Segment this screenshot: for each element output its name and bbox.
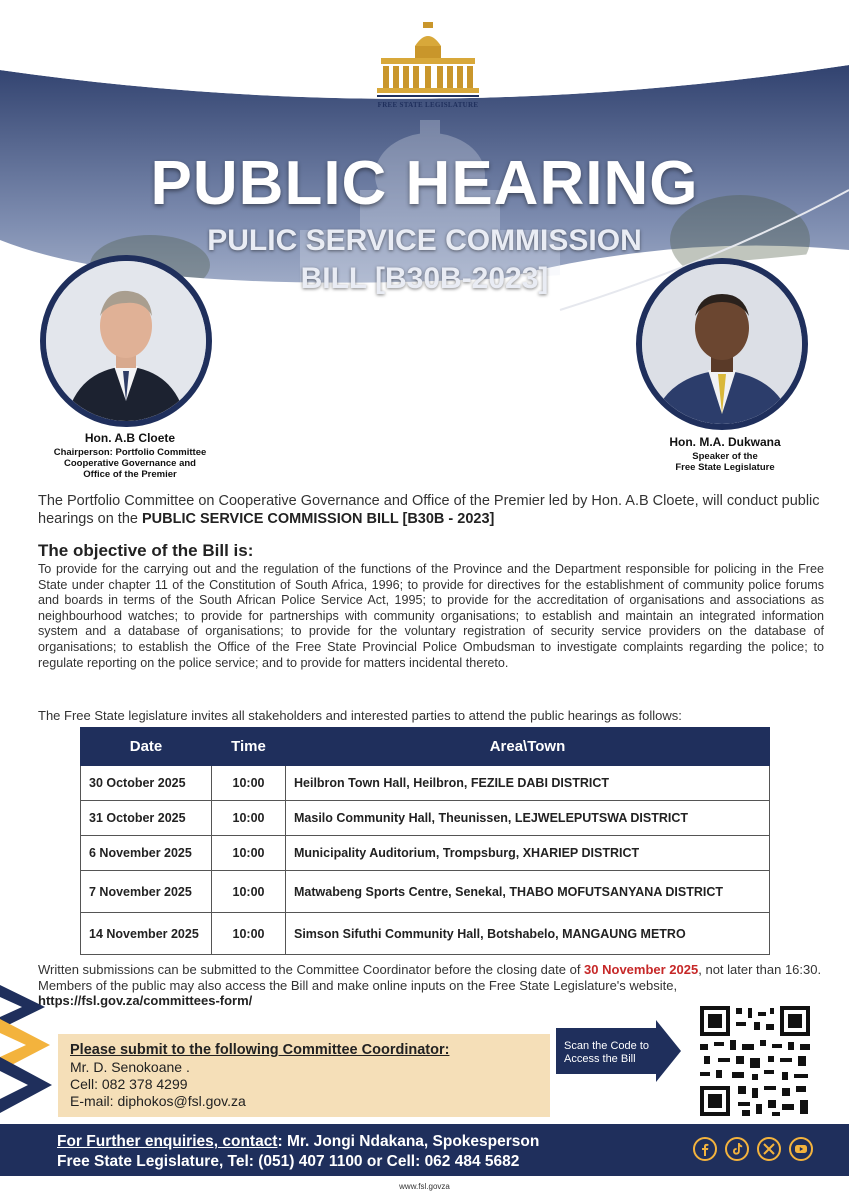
person-role: Office of the Premier xyxy=(83,468,177,480)
hearing-schedule-table xyxy=(80,727,770,955)
objective-body: To provide for the carrying out and the regulation of the functions of the Province and the Department responsible for policing in the Free State under chapter 11 of the Constitution of South Africa, 1996; to provide for directives for the establishment of community police forums and boards in terms of the South African Police Service Act, 1995; to provide for the accreditation of organisations and associations as neighbourhood watches; to provide for partnerships with community organisations; to establish and maintain an integrated information system and a database of organisations; to provide for the voluntary registration of security service providers on the database of organisations; to establish the Office of the Free State Provincial Police Ombudsman to investigate complaints regarding the police; to regulate reporting on the police service; and to provide for matters incidental thereto. xyxy=(38,562,824,670)
cell-time: 10:00 xyxy=(212,913,286,955)
facebook-icon[interactable] xyxy=(693,1137,717,1161)
coordinator-cell: Cell: 082 378 4299 xyxy=(70,1076,188,1093)
column-header-area: Area\Town xyxy=(286,728,770,766)
person-name: Hon. M.A. Dukwana xyxy=(669,435,781,449)
footer-contact-line xyxy=(57,1133,539,1151)
caption-dukwana xyxy=(640,436,810,474)
person-role: Chairperson: Portfolio Committee xyxy=(53,446,207,458)
footer-spokesperson: : Mr. Jongi Ndakana, Spokesperson xyxy=(277,1133,540,1150)
invite-text: The Free State legislature invites all stakeholders and interested parties to attend the public hearings as follows: xyxy=(38,708,682,723)
footer-phone-line: Free State Legislature, Tel: (051) 407 1100 or Cell: 062 484 5682 xyxy=(57,1153,520,1170)
footer-label: For Further enquiries, contact xyxy=(57,1133,278,1150)
legislature-logo xyxy=(368,20,488,114)
column-header-date: Date xyxy=(81,728,212,766)
scan-code-text xyxy=(564,1040,664,1065)
table-row xyxy=(81,801,770,836)
footer-bar xyxy=(0,1124,849,1176)
cell-area: Heilbron Town Hall, Heilbron, FEZILE DABI DISTRICT xyxy=(286,766,770,801)
website-url[interactable]: www.fsl.govza xyxy=(399,1182,450,1191)
intro-paragraph xyxy=(38,492,824,528)
table-row xyxy=(81,836,770,871)
column-header-time: Time xyxy=(212,728,286,766)
cell-date: 14 November 2025 xyxy=(81,913,212,955)
bill-title-line2: BILL [B30B-2023] xyxy=(300,262,549,295)
portrait-cloete xyxy=(40,255,212,427)
legislature-building-icon xyxy=(373,20,483,100)
table-row xyxy=(81,913,770,955)
table-header-row xyxy=(81,728,770,766)
scan-text-line: Scan the Code to xyxy=(564,1040,650,1052)
cell-area: Matwabeng Sports Centre, Senekal, THABO MOFUTSANYANA DISTRICT xyxy=(286,871,770,913)
x-icon[interactable] xyxy=(757,1137,781,1161)
cell-area: Simson Sifuthi Community Hall, Botshabelo, MANGAUNG METRO xyxy=(286,913,770,955)
coordinator-box xyxy=(58,1034,550,1117)
cell-time: 10:00 xyxy=(212,871,286,913)
committees-form-link[interactable]: https://fsl.gov.za/committees-form/ xyxy=(38,993,253,1009)
intro-text: The Portfolio Committee on Cooperative Governance and Office of the Premier led by Hon. A.B Cloete, will conduct public hearings on the xyxy=(38,493,820,528)
cell-area: Masilo Community Hall, Theunissen, LEJWELEPUTSWA DISTRICT xyxy=(286,801,770,836)
closing-date: 30 November 2025 xyxy=(584,962,699,977)
bill-title-line1: PULIC SERVICE COMMISSION xyxy=(207,224,642,257)
qr-code[interactable] xyxy=(690,1000,820,1122)
cell-date: 31 October 2025 xyxy=(81,801,212,836)
person-name: Hon. A.B Cloete xyxy=(84,431,176,445)
caption-cloete xyxy=(40,432,220,481)
objective-heading: The objective of the Bill is: xyxy=(38,541,254,560)
coordinator-email[interactable]: E-mail: diphokos@fsl.gov.za xyxy=(70,1092,246,1109)
person-role: Speaker of the xyxy=(692,450,758,462)
cell-time: 10:00 xyxy=(212,801,286,836)
decorative-chevrons xyxy=(0,985,55,1120)
written-text: Written submissions can be submitted to the Committee Coordinator before the closing date of xyxy=(38,962,585,977)
cell-date: 6 November 2025 xyxy=(81,836,212,871)
person-role: Free State Legislature xyxy=(675,461,775,473)
coordinator-heading: Please submit to the following Committee Coordinator: xyxy=(70,1042,450,1058)
table-row xyxy=(81,871,770,913)
cell-date: 30 October 2025 xyxy=(81,766,212,801)
cell-time: 10:00 xyxy=(212,766,286,801)
coordinator-name: Mr. D. Senokoane . xyxy=(70,1059,190,1076)
cell-area: Municipality Auditorium, Trompsburg, XHARIEP DISTRICT xyxy=(286,836,770,871)
logo-text: FREE STATE LEGISLATURE xyxy=(377,101,479,109)
youtube-icon[interactable] xyxy=(789,1137,813,1161)
cell-date: 7 November 2025 xyxy=(81,871,212,913)
portrait-dukwana xyxy=(636,258,808,430)
written-text: , not later than 16:30. Members of the public may also access the Bill and make online inputs on the Free State Legislature's website, xyxy=(38,962,822,993)
tiktok-icon[interactable] xyxy=(725,1137,749,1161)
scan-text-line: Access the Bill xyxy=(564,1052,636,1065)
page-title: PUBLIC HEARING xyxy=(150,149,699,218)
person-role: Cooperative Governance and xyxy=(64,457,196,469)
table-row xyxy=(81,766,770,801)
cell-time: 10:00 xyxy=(212,836,286,871)
bill-name: PUBLIC SERVICE COMMISSION BILL [B30B - 2023] xyxy=(142,511,495,528)
